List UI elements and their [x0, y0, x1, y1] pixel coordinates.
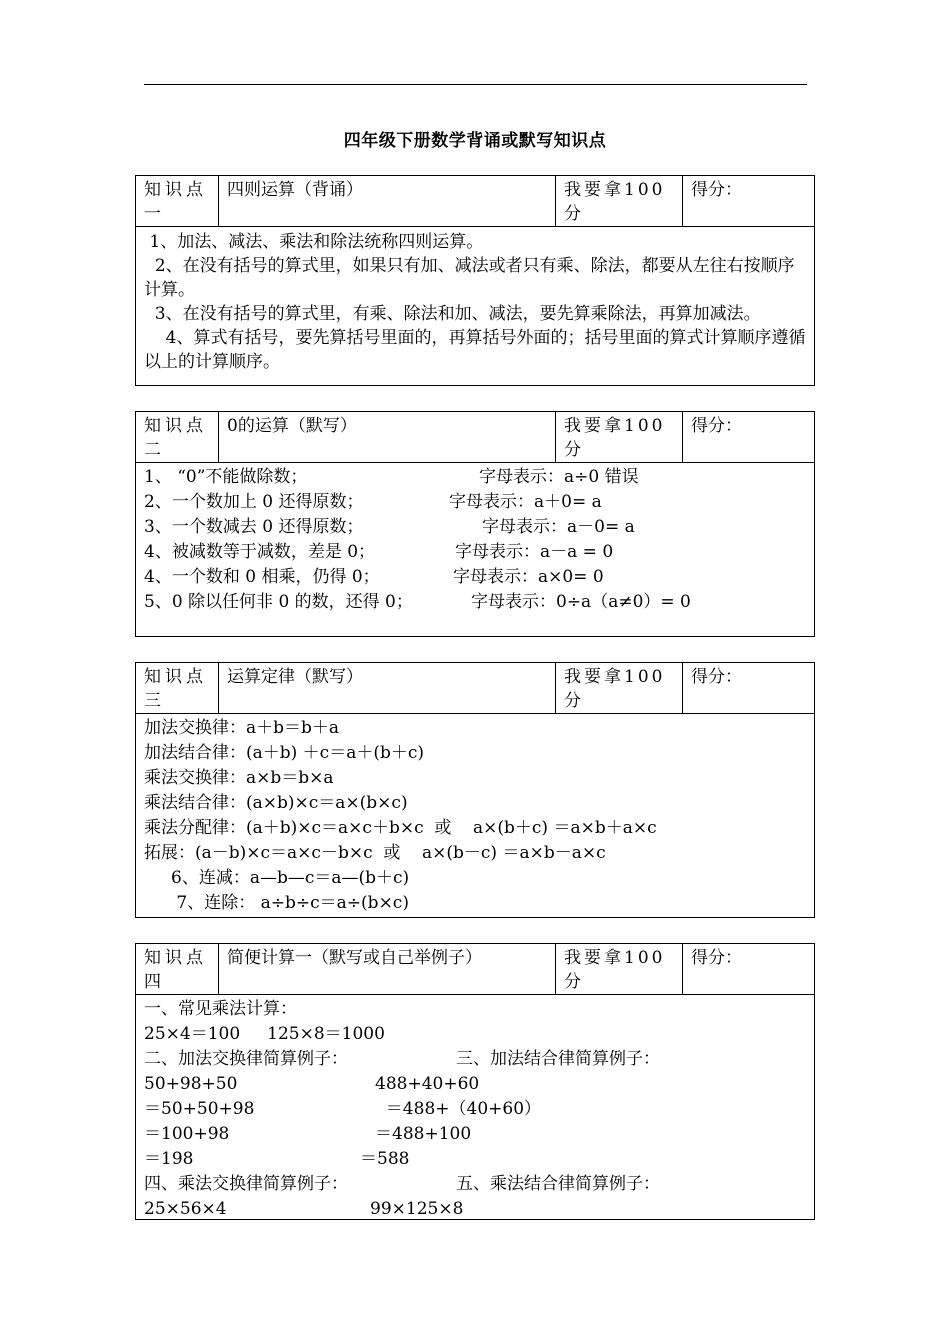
example-row	[144, 1197, 806, 1222]
example-left: 二、加法交换律简算例子：	[144, 1049, 348, 1069]
section-topic: 0的运算（默写）	[219, 412, 556, 462]
example-right: 99×125×8	[370, 1199, 464, 1219]
example-right: ＝488+（40+60）	[375, 1099, 542, 1119]
header-rule	[144, 84, 807, 85]
example-right: 五、乘法结合律简算例子：	[456, 1174, 660, 1194]
section-body	[136, 227, 814, 374]
section-label: 知识点一	[136, 176, 219, 226]
section-header	[136, 412, 814, 463]
example-row	[144, 1097, 806, 1122]
zero-rule-row	[144, 515, 806, 540]
law-text: 加法交换律：a＋b＝b＋a	[144, 718, 340, 738]
example-left: 四、乘法交换律简算例子：	[144, 1174, 348, 1194]
score-field[interactable]: 得分：	[691, 667, 742, 687]
score-field[interactable]: 得分：	[691, 948, 742, 968]
rule-description: 3、一个数减去 0 还得原数；	[144, 517, 364, 537]
section-label: 知识点二	[136, 412, 219, 462]
example-row	[144, 1147, 806, 1172]
law-text: 拓展：(a－b)×c＝a×c－b×c 或 a×(b－c) ＝a×b－a×c	[144, 843, 606, 863]
section-topic: 运算定律（默写）	[219, 663, 556, 713]
rule-description: 1、 “0”不能做除数；	[144, 467, 308, 487]
example-row	[144, 1047, 806, 1072]
example-row	[144, 1122, 806, 1147]
rule-description: 4、一个数和 0 相乘，仍得 0；	[144, 567, 380, 587]
section-header	[136, 944, 814, 995]
section-header	[136, 176, 814, 227]
example-row	[144, 1072, 806, 1097]
example-right: ＝588	[360, 1149, 410, 1169]
example-left: ＝100+98	[144, 1124, 230, 1144]
rule-description: 2、一个数加上 0 还得原数；	[144, 492, 364, 512]
rule-description: 5、0 除以任何非 0 的数，还得 0；	[144, 592, 413, 612]
zero-rule-row	[144, 465, 806, 490]
example-left: ＝198	[144, 1149, 194, 1169]
knowledge-section-1	[135, 175, 815, 386]
example-left: 25×56×4	[144, 1199, 227, 1219]
section-goal: 我要拿100分	[556, 663, 683, 713]
law-text: 乘法结合律：(a×b)×c＝a×(b×c)	[144, 793, 408, 813]
section-label: 知识点三	[136, 663, 219, 713]
example-left: ＝50+50+98	[144, 1099, 255, 1119]
law-text: 乘法交换律：a×b＝b×a	[144, 768, 334, 788]
law-text: 7、连除： a÷b÷c＝a÷(b×c)	[144, 893, 409, 913]
rule-formula: 字母表示：a×0= 0	[453, 567, 604, 587]
rule-text: 3、在没有括号的算式里，有乘、除法和加、减法，要先算乘除法，再算加减法。	[144, 304, 761, 324]
example-text: 25×4＝100 125×8＝1000	[144, 1024, 385, 1044]
example-right: 488+40+60	[375, 1074, 480, 1094]
rule-formula: 字母表示：a－0= a	[482, 517, 635, 537]
section-topic: 四则运算（背诵）	[219, 176, 556, 226]
rule-text: 1、加法、减法、乘法和除法统称四则运算。	[144, 232, 484, 252]
rule-formula: 字母表示：a－a = 0	[455, 542, 614, 562]
section-body	[136, 995, 814, 1222]
example-text: 一、常见乘法计算：	[144, 999, 297, 1019]
rule-formula: 字母表示：a＋0= a	[449, 492, 602, 512]
law-text: 加法结合律：(a＋b) ＋c＝a＋(b＋c)	[144, 743, 425, 763]
law-text: 6、连减：a—b—c＝a—(b＋c)	[144, 868, 410, 888]
section-header	[136, 663, 814, 714]
section-goal: 我要拿100分	[556, 176, 683, 226]
section-topic: 简便计算一（默写或自己举例子）	[219, 944, 556, 994]
rule-formula: 字母表示：a÷0 错误	[479, 467, 639, 487]
section-body	[136, 714, 814, 916]
knowledge-section-4	[135, 943, 815, 1220]
example-row	[144, 1172, 806, 1197]
section-goal: 我要拿100分	[556, 944, 683, 994]
example-right: ＝488+100	[375, 1124, 472, 1144]
rule-text: 4、算式有括号，要先算括号里面的，再算括号外面的；括号里面的算式计算顺序遵循以上的计算顺序。	[144, 328, 806, 372]
section-body	[136, 463, 814, 615]
zero-rule-row	[144, 490, 806, 515]
section-goal: 我要拿100分	[556, 412, 683, 462]
knowledge-section-2	[135, 411, 815, 637]
page-title: 四年级下册数学背诵或默写知识点	[343, 131, 607, 151]
rule-description: 4、被减数等于减数，差是 0；	[144, 542, 376, 562]
example-left: 50+98+50	[144, 1074, 238, 1094]
law-text: 乘法分配律：(a＋b)×c＝a×c＋b×c 或 a×(b＋c) ＝a×b＋a×c	[144, 818, 657, 838]
example-right: 三、加法结合律简算例子：	[456, 1049, 660, 1069]
rule-text: 2、在没有括号的算式里，如果只有加、减法或者只有乘、除法，都要从左往右按顺序计算。	[144, 256, 795, 300]
rule-formula: 字母表示：0÷a（a≠0）= 0	[471, 592, 691, 612]
knowledge-section-3	[135, 662, 815, 918]
section-label: 知识点四	[136, 944, 219, 994]
zero-rule-row	[144, 540, 806, 565]
zero-rule-row	[144, 565, 806, 590]
score-field[interactable]: 得分：	[691, 180, 742, 200]
score-field[interactable]: 得分：	[691, 416, 742, 436]
zero-rule-row	[144, 590, 806, 615]
